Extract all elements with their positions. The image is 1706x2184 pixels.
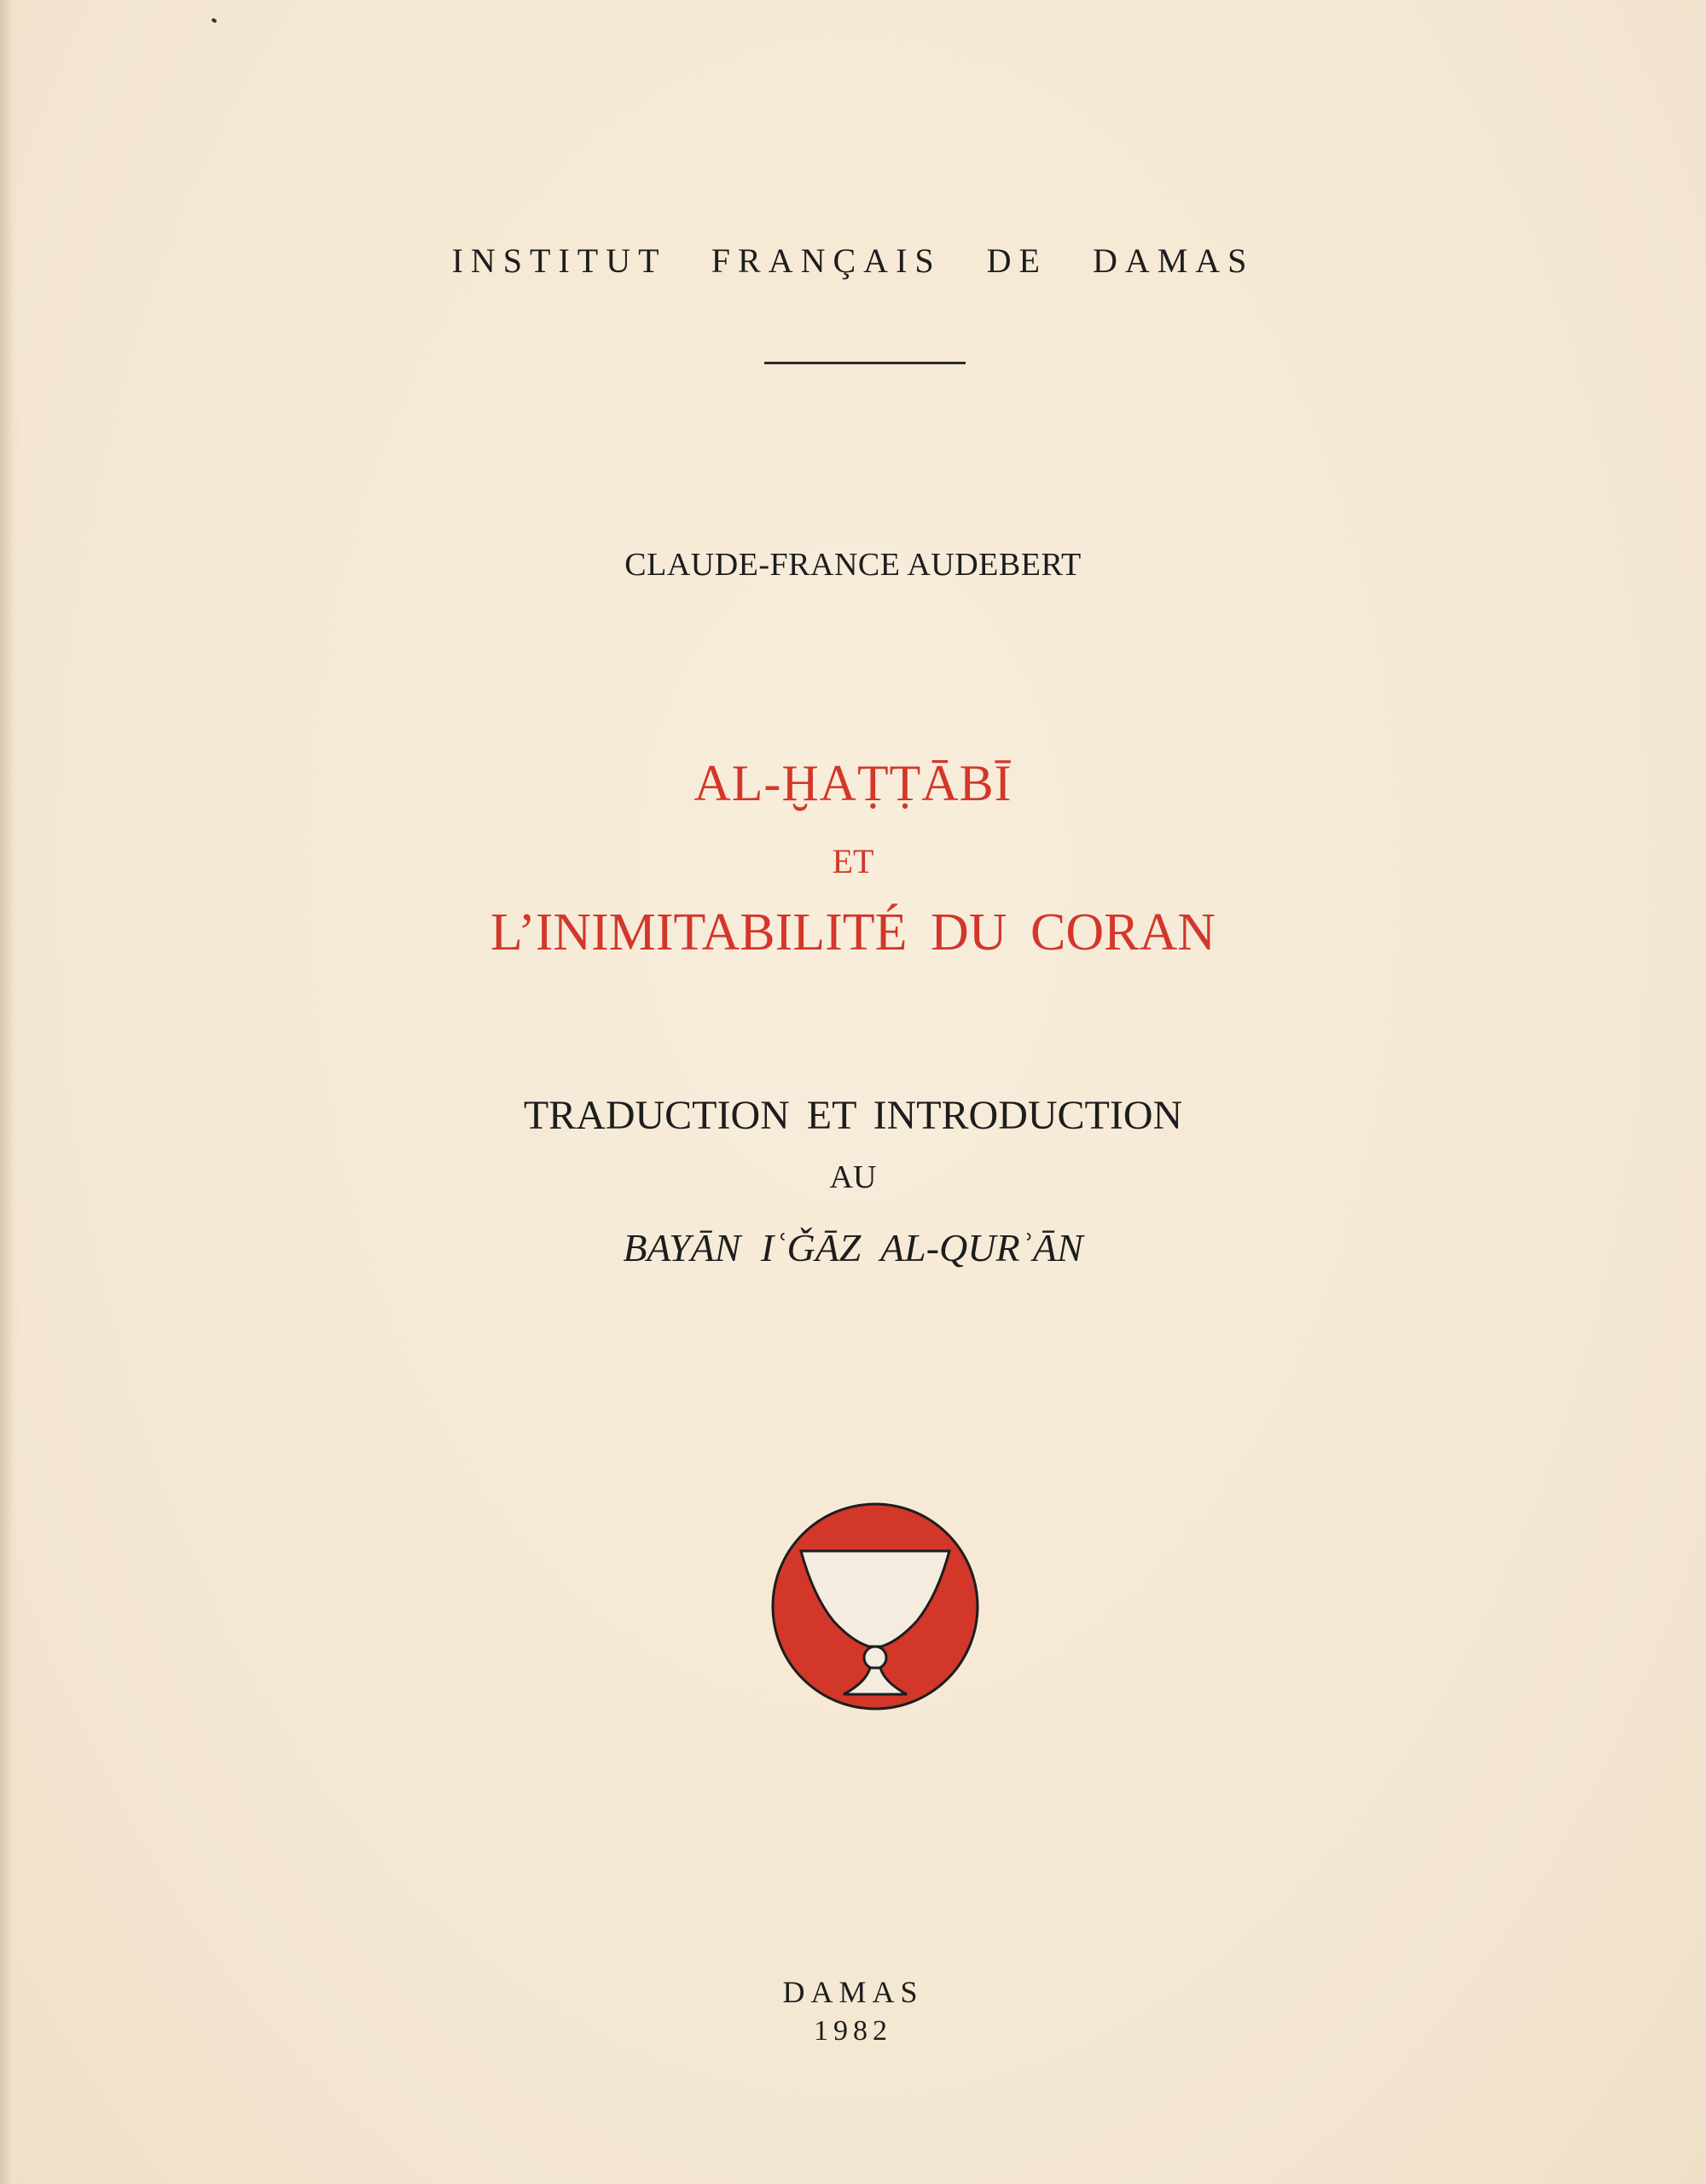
publisher-heading: INSTITUT FRANÇAIS DE DAMAS [451,241,1255,280]
title-line-1: AL-ḪAṬṬĀBĪ [693,755,1013,811]
subtitle-line-1: TRADUCTION ET INTRODUCTION [523,1093,1183,1138]
publication-place: DAMAS [782,1975,924,2009]
subtitle-connector: AU [829,1159,877,1195]
subtitle-work-title: BAYĀN IʿǦĀZ AL-QURʾĀN [623,1226,1083,1269]
paper-speck [211,18,217,24]
publication-year: 1982 [814,2015,892,2047]
divider-rule [764,362,966,364]
title-line-2: L’INIMITABILITÉ DU CORAN [490,903,1216,961]
chalice-emblem-icon [770,1502,980,1711]
author-name: CLAUDE-FRANCE AUDEBERT [624,547,1082,583]
title-conjunction: ET [832,842,874,880]
